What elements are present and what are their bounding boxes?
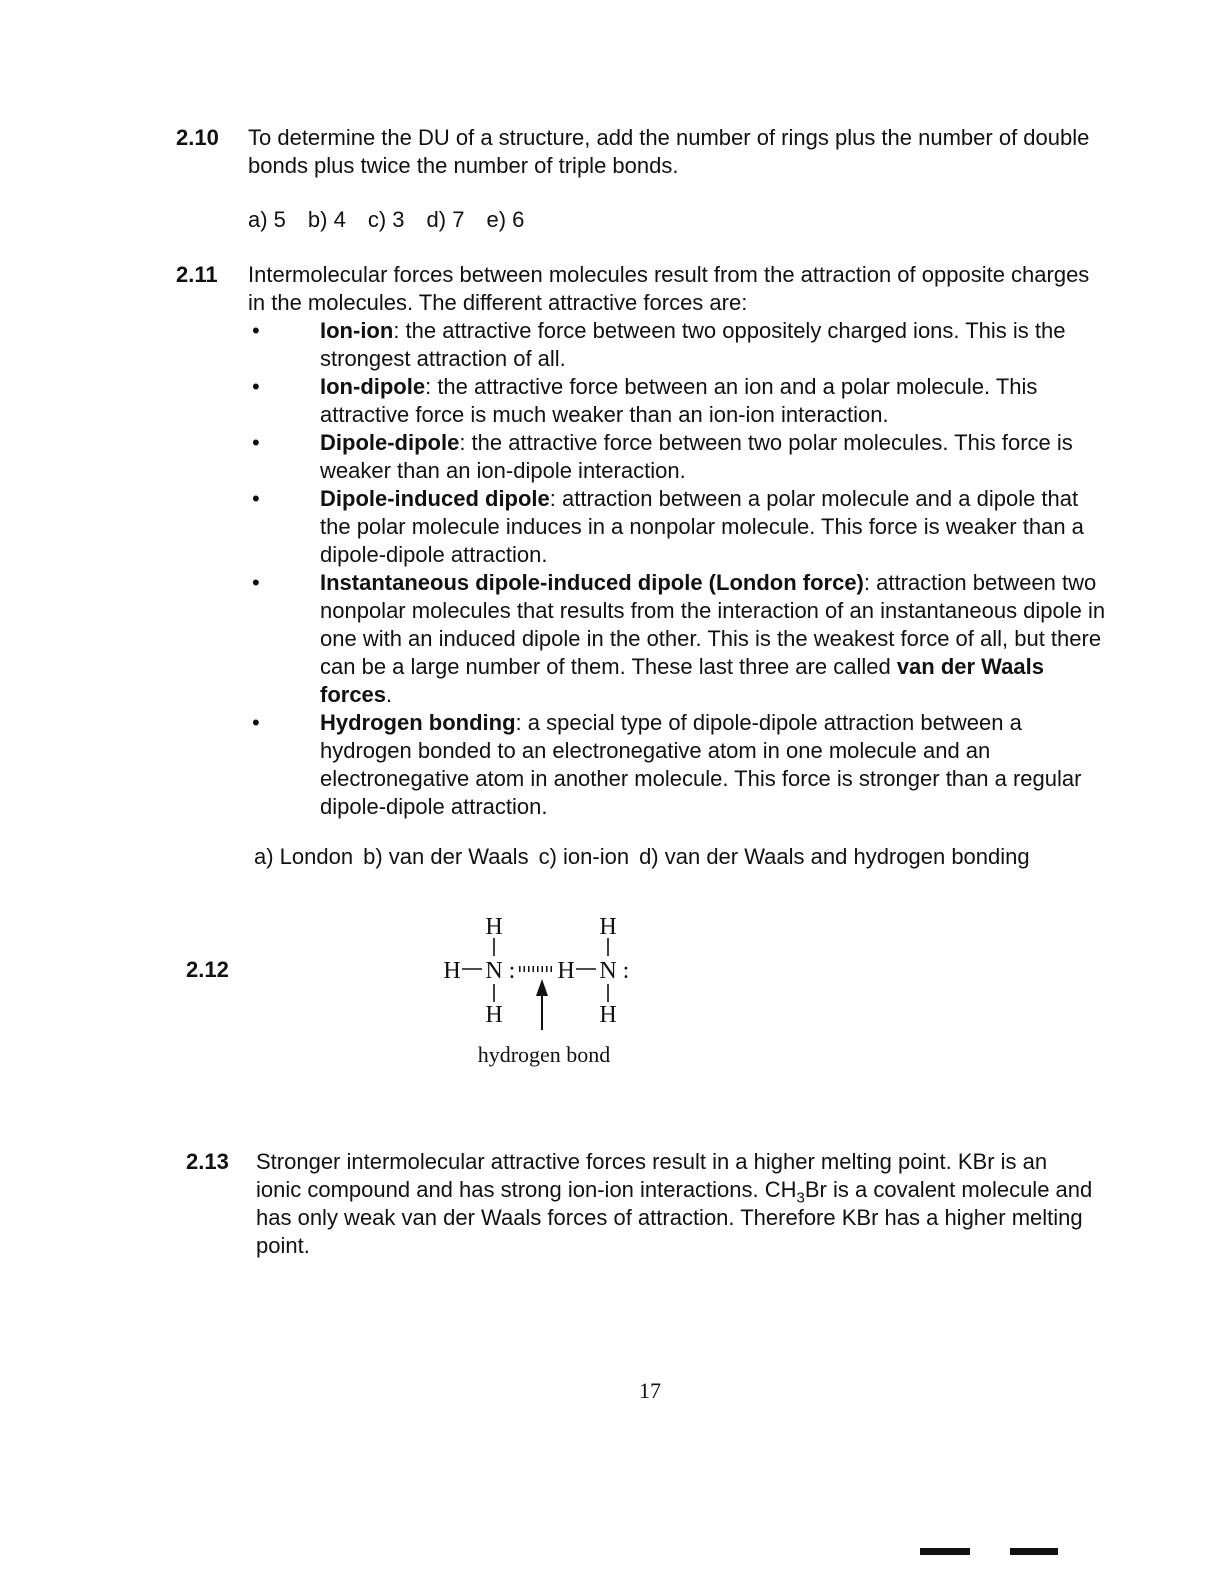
lone-pair: : <box>622 958 630 984</box>
list-item <box>248 485 1108 569</box>
answer: c) ion-ion <box>538 844 630 869</box>
problem-text <box>256 1148 1096 1260</box>
term: van der Waals forces <box>320 654 1044 707</box>
problem-number: 2.10 <box>176 125 219 150</box>
problem-text-part: Stronger intermolecular attractive forces result in a higher melting point. KBr is an ionic compound and has strong ion-ion interactions. CH <box>256 1149 1048 1202</box>
answer: a) London <box>254 844 354 869</box>
answer-list <box>254 843 1154 871</box>
problem-text-part: Br is a covalent molecule and has only weak van der Waals forces of attraction. Therefore KBr has a higher melting point. <box>256 1177 1093 1258</box>
bullet: • <box>252 374 260 399</box>
answer: d) van der Waals and hydrogen bonding <box>639 844 1030 869</box>
definition: : attraction between two nonpolar molecules that results from the interaction of an instantaneous dipole in one with an induced dipole in the other. This is the weakest force of all, but there can be a large number of them. These last three are called <box>320 570 1106 679</box>
term: Dipole-induced dipole <box>320 486 550 511</box>
term: Ion-dipole <box>320 374 426 399</box>
answer: c) 3 <box>367 207 405 232</box>
force-list <box>248 317 1108 821</box>
definition: : the attractive force between two oppositely charged ions. This is the strongest attraction of all. <box>320 318 1066 371</box>
definition: : the attractive force between an ion and a polar molecule. This attractive force is much weaker than an ion-ion interaction. <box>320 374 1038 427</box>
answer-list <box>248 206 1108 234</box>
problem-number: 2.12 <box>186 957 229 982</box>
list-item <box>248 317 1108 373</box>
definition: : attraction between a polar molecule and a dipole that the polar molecule induces in a nonpolar molecule. This force is weaker than a dipole-dipole attraction. <box>320 486 1084 567</box>
hydrogen-bond-diagram <box>432 906 672 1076</box>
registration-mark <box>1010 1548 1058 1555</box>
atom-h: H <box>485 914 503 940</box>
registration-mark <box>920 1548 970 1555</box>
atom-h: H <box>443 958 461 984</box>
bullet: • <box>252 486 260 511</box>
list-item <box>248 709 1108 821</box>
ammonia-dimer-structure <box>432 906 672 1076</box>
bullet: • <box>252 570 260 595</box>
list-item <box>248 429 1108 485</box>
definition: : a special type of dipole-dipole attraction between a hydrogen bonded to an electronegative atom in one molecule and an electronegative atom in another molecule. This force is stronger than a regular dipole-dipole attraction. <box>320 710 1082 819</box>
atom-h: H <box>485 1002 503 1028</box>
term: Hydrogen bonding <box>320 710 516 735</box>
definition-end: . <box>386 682 393 707</box>
arrow-head <box>536 979 548 996</box>
subscript: 3 <box>796 1189 805 1207</box>
atom-h: H <box>599 1002 617 1028</box>
atom-h: H <box>557 958 575 984</box>
bullet: • <box>252 710 260 735</box>
answer: e) 6 <box>486 207 525 232</box>
problem-number: 2.13 <box>186 1149 229 1174</box>
list-item <box>248 569 1108 709</box>
problem-text: To determine the DU of a structure, add the number of rings plus the number of double bonds plus twice the number of triple bonds. <box>248 125 1090 178</box>
diagram-caption: hydrogen bond <box>477 1042 611 1067</box>
atom-n: N <box>485 958 503 984</box>
list-item <box>248 373 1108 429</box>
bullet: • <box>252 318 260 343</box>
lone-pair: : <box>508 958 516 984</box>
atom-h: H <box>599 914 617 940</box>
answer: b) 4 <box>307 207 346 232</box>
definition: : the attractive force between two polar molecules. This force is weaker than an ion-dipole interaction. <box>320 430 1073 483</box>
answer: b) van der Waals <box>363 844 529 869</box>
answer: d) 7 <box>426 207 465 232</box>
term: Instantaneous dipole-induced dipole (London force) <box>320 570 864 595</box>
bullet: • <box>252 430 260 455</box>
atom-n: N <box>599 958 617 984</box>
term: Ion-ion <box>320 318 394 343</box>
problem-number: 2.11 <box>176 262 218 287</box>
answer: a) 5 <box>248 207 286 232</box>
page-number: 17 <box>639 1378 661 1403</box>
term: Dipole-dipole <box>320 430 460 455</box>
problem-intro: Intermolecular forces between molecules result from the attraction of opposite charges in the molecules. The different attractive forces are: <box>248 262 1090 315</box>
